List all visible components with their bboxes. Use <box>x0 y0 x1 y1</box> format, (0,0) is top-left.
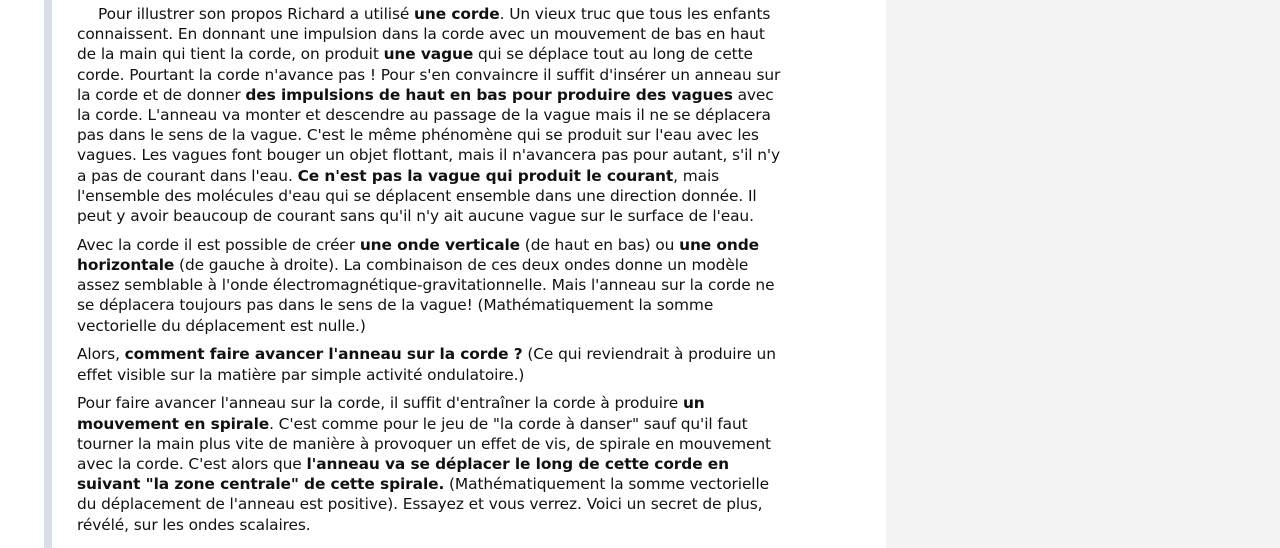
paragraph-spiral <box>77 393 782 534</box>
text: Pour faire avancer l'anneau sur la corde, il suffit d'entraîner la corde à produire <box>77 394 683 413</box>
text: qui se déplace tout au long de cette corde. Pourtant la corde n'avance pas ! Pour s'en convaincre il suffit d'insérer un anneau sur la corde et de donner <box>77 45 781 104</box>
text: . C'est comme pour le jeu de "la corde à danser" sauf qu'il faut tourner la main plus vite de manière à provoquer un effet de vis, de spirale en mouvement avec la corde. C'est alors que <box>77 414 771 474</box>
text: (Ce qui reviendrait à produire un effet visible sur la matière par simple activité ondulatoire.) <box>77 345 776 384</box>
article-body <box>77 4 782 543</box>
text: Avec la corde il est possible de créer <box>77 235 360 254</box>
text: . Un vieux truc que tous les enfants connaissent. En donnant une impulsion dans la corde avec un mouvement de bas en haut de la main qui tient la corde, on produit <box>77 5 771 64</box>
left-margin-rule <box>44 0 52 548</box>
right-side-panel <box>886 0 1280 548</box>
text: (Mathématiquement la somme vectorielle du déplacement de l'anneau est positive). Essayez et vous verrez. Voici un secret de plus, révélé, sur les ondes scalaires. <box>77 475 770 534</box>
text: Alors, <box>77 345 125 364</box>
bold-text: comment faire avancer l'anneau sur la corde ? <box>124 345 523 364</box>
paragraph-rope-wave <box>77 4 782 226</box>
bold-text: une corde <box>414 5 500 23</box>
text: (de gauche à droite). La combinaison de ces deux ondes donne un modèle assez semblable à l'onde électromagnétique-gravitationnelle. Mais l'anneau sur la corde ne se déplacera toujours pas dans le sens de la vague! (Mathématiquement la somme vectorielle du déplacement est nulle.) <box>77 256 775 335</box>
bold-text: l'anneau va se déplacer le long de cette corde en suivant "la zone centrale" de cette spirale. <box>77 455 730 494</box>
bold-text: une onde horizontale <box>77 235 759 275</box>
bold-text: une vague <box>383 45 474 64</box>
bold-text: une onde verticale <box>359 235 520 254</box>
paragraph-question <box>77 344 782 384</box>
paragraph-wave-types <box>77 235 782 336</box>
text: (de haut en bas) ou <box>520 235 680 254</box>
text: , mais l'ensemble des molécules d'eau qui se déplacent ensemble dans une direction donnée. Il peut y avoir beaucoup de courant sans qu'il n'y ait aucune vague sur le surface de l'eau. <box>77 166 757 226</box>
text: Pour illustrer son propos Richard a utilisé <box>98 5 415 23</box>
bold-text: Ce n'est pas la vague qui produit le courant <box>297 166 674 185</box>
text: avec la corde. L'anneau va monter et descendre au passage de la vague mais il ne se déplacera pas dans le sens de la vague. C'est le même phénomène qui se produit sur l'eau avec les vagues. Les vagues font bouger un objet flottant, mais il n'avancera pas pour autant, s'il n'y a pas de courant dans l'eau. <box>77 85 781 185</box>
bold-text: des impulsions de haut en bas pour produire des vagues <box>245 85 733 104</box>
bold-text: un mouvement en spirale <box>77 394 705 433</box>
